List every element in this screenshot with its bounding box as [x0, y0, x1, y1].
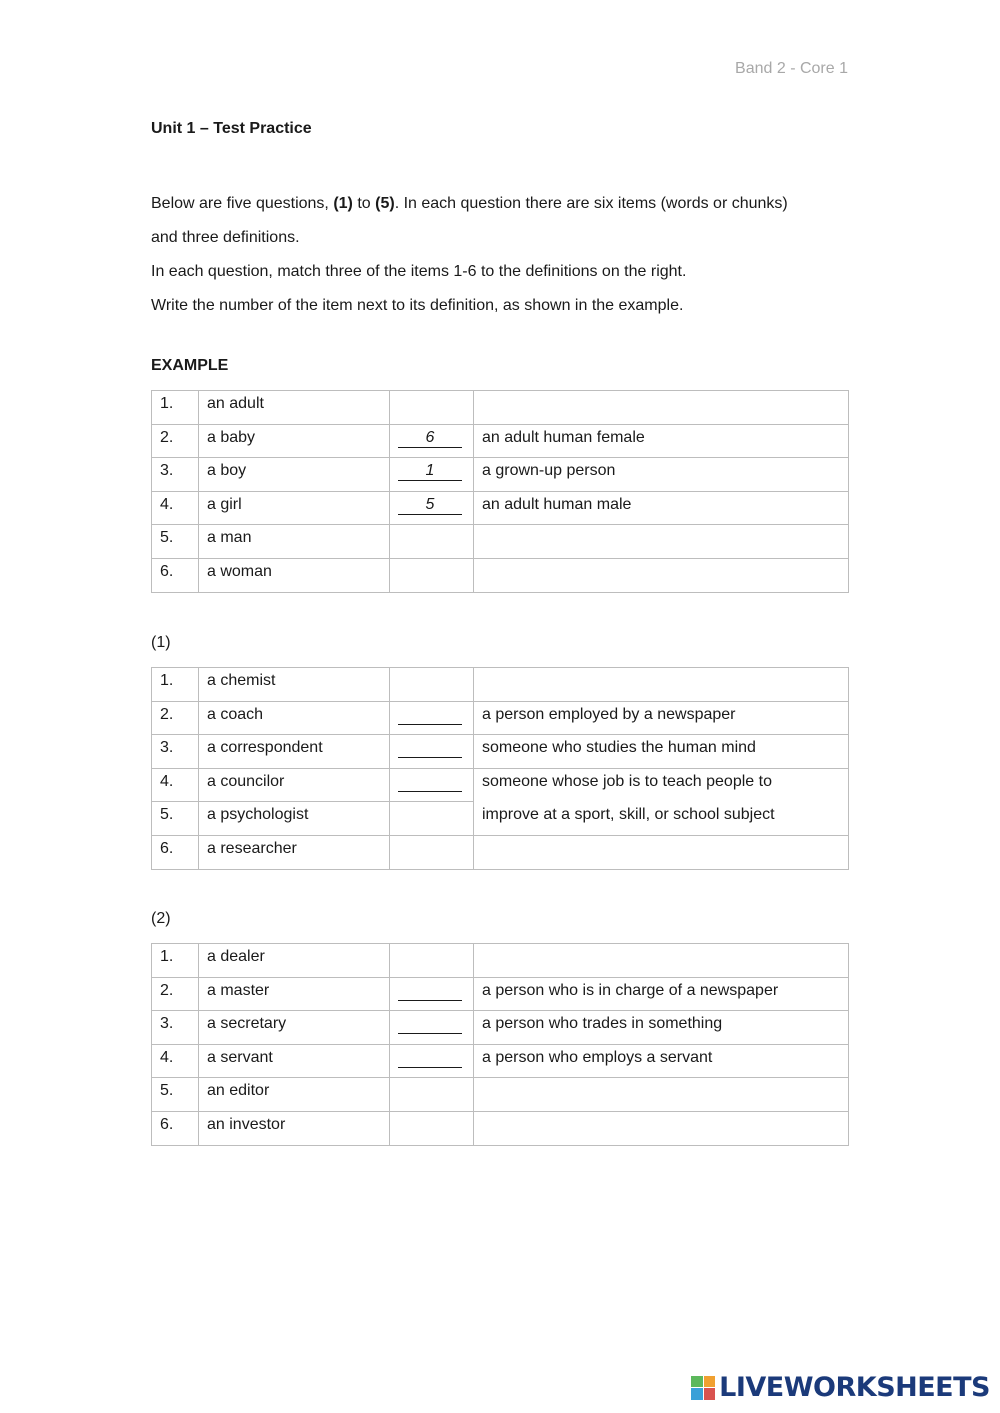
- item-text: a woman: [199, 558, 390, 592]
- item-text: a dealer: [199, 944, 390, 978]
- item-text: an editor: [199, 1078, 390, 1112]
- definition-text: a person who trades in something: [474, 1011, 849, 1045]
- table-row: [152, 1011, 849, 1045]
- answer-cell: [390, 491, 474, 525]
- item-text: a boy: [199, 458, 390, 492]
- row-number: 1.: [152, 668, 199, 702]
- row-number: 3.: [152, 735, 199, 769]
- table-row: [152, 1044, 849, 1078]
- instr-text: Below are five questions,: [151, 195, 334, 212]
- answer-blank[interactable]: [398, 773, 462, 792]
- logo-text: LIVEWORKSHEETS: [719, 1372, 990, 1403]
- answer-cell: [390, 1044, 474, 1078]
- answer-blank[interactable]: [398, 739, 462, 758]
- item-text: a researcher: [199, 835, 390, 869]
- instr-text: . In each question there are six items (words or chunks): [394, 195, 788, 212]
- item-text: an adult: [199, 391, 390, 425]
- definition-text: [474, 391, 849, 425]
- answer-cell: [390, 558, 474, 592]
- item-text: an investor: [199, 1111, 390, 1145]
- question-2-label: (2): [151, 910, 171, 927]
- item-text: a girl: [199, 491, 390, 525]
- row-number: 5.: [152, 1078, 199, 1112]
- instructions: [151, 187, 851, 323]
- table-row: [152, 424, 849, 458]
- row-number: 2.: [152, 701, 199, 735]
- liveworksheets-logo[interactable]: [691, 1372, 990, 1403]
- example-answer: 6: [398, 429, 462, 448]
- definition-text: [474, 558, 849, 592]
- answer-cell: [390, 977, 474, 1011]
- instructions-line-3: In each question, match three of the items 1-6 to the definitions on the right.: [151, 263, 687, 280]
- row-number: 3.: [152, 1011, 199, 1045]
- answer-cell: [390, 1111, 474, 1145]
- definition-text: [474, 668, 849, 702]
- definition-text: [474, 1111, 849, 1145]
- definition-text: [474, 944, 849, 978]
- answer-cell: [390, 802, 474, 836]
- example-label: EXAMPLE: [151, 357, 229, 374]
- answer-cell: [390, 668, 474, 702]
- definition-text: someone whose job is to teach people to: [474, 768, 849, 802]
- row-number: 4.: [152, 768, 199, 802]
- answer-cell: [390, 701, 474, 735]
- row-number: 4.: [152, 491, 199, 525]
- item-text: a psychologist: [199, 802, 390, 836]
- table-row: [152, 391, 849, 425]
- definition-text: a person who is in charge of a newspaper: [474, 977, 849, 1011]
- question-1-table: [151, 667, 849, 870]
- answer-cell: [390, 944, 474, 978]
- definition-text: [474, 835, 849, 869]
- definition-text: a person employed by a newspaper: [474, 701, 849, 735]
- table-row: [152, 802, 849, 836]
- table-row: [152, 701, 849, 735]
- table-row: [152, 835, 849, 869]
- instr-bold-1: (1): [333, 195, 353, 212]
- definition-text: [474, 1078, 849, 1112]
- item-text: a baby: [199, 424, 390, 458]
- answer-blank[interactable]: [398, 706, 462, 725]
- header-band-label: Band 2 - Core 1: [735, 60, 848, 77]
- row-number: 6.: [152, 558, 199, 592]
- table-row: [152, 458, 849, 492]
- definition-text: an adult human male: [474, 491, 849, 525]
- row-number: 1.: [152, 391, 199, 425]
- item-text: a man: [199, 525, 390, 559]
- answer-cell: [390, 525, 474, 559]
- row-number: 2.: [152, 977, 199, 1011]
- definition-text: someone who studies the human mind: [474, 735, 849, 769]
- row-number: 4.: [152, 1044, 199, 1078]
- answer-cell: [390, 735, 474, 769]
- answer-blank[interactable]: [398, 1015, 462, 1034]
- definition-text: [474, 525, 849, 559]
- table-row: [152, 977, 849, 1011]
- page-title: Unit 1 – Test Practice: [151, 120, 312, 137]
- table-row: [152, 1111, 849, 1145]
- instr-text: to: [352, 195, 376, 212]
- table-row: [152, 668, 849, 702]
- item-text: a councilor: [199, 768, 390, 802]
- table-row: [152, 525, 849, 559]
- item-text: a secretary: [199, 1011, 390, 1045]
- answer-cell: [390, 768, 474, 802]
- item-text: a servant: [199, 1044, 390, 1078]
- instructions-line-2: and three definitions.: [151, 229, 300, 246]
- instructions-line-4: Write the number of the item next to its definition, as shown in the example.: [151, 297, 684, 314]
- row-number: 6.: [152, 1111, 199, 1145]
- answer-cell: [390, 424, 474, 458]
- instructions-line-1: [151, 187, 851, 221]
- row-number: 3.: [152, 458, 199, 492]
- example-answer: 1: [398, 462, 462, 481]
- question-1-label: (1): [151, 634, 171, 651]
- definition-text: an adult human female: [474, 424, 849, 458]
- item-text: a correspondent: [199, 735, 390, 769]
- item-text: a coach: [199, 701, 390, 735]
- table-row: [152, 735, 849, 769]
- item-text: a master: [199, 977, 390, 1011]
- answer-cell: [390, 391, 474, 425]
- row-number: 5.: [152, 525, 199, 559]
- answer-cell: [390, 835, 474, 869]
- answer-cell: [390, 1011, 474, 1045]
- table-row: [152, 1078, 849, 1112]
- definition-text: a person who employs a servant: [474, 1044, 849, 1078]
- row-number: 5.: [152, 802, 199, 836]
- table-row: [152, 768, 849, 802]
- definition-text: a grown-up person: [474, 458, 849, 492]
- instr-bold-5: (5): [375, 195, 395, 212]
- logo-icon: [691, 1376, 715, 1400]
- row-number: 6.: [152, 835, 199, 869]
- row-number: 2.: [152, 424, 199, 458]
- answer-cell: [390, 458, 474, 492]
- definition-text: improve at a sport, skill, or school subject: [474, 802, 849, 836]
- example-table: [151, 390, 849, 593]
- answer-blank[interactable]: [398, 982, 462, 1001]
- answer-cell: [390, 1078, 474, 1112]
- example-answer: 5: [398, 496, 462, 515]
- question-2-table: [151, 943, 849, 1146]
- row-number: 1.: [152, 944, 199, 978]
- item-text: a chemist: [199, 668, 390, 702]
- table-row: [152, 944, 849, 978]
- answer-blank[interactable]: [398, 1049, 462, 1068]
- table-row: [152, 558, 849, 592]
- table-row: [152, 491, 849, 525]
